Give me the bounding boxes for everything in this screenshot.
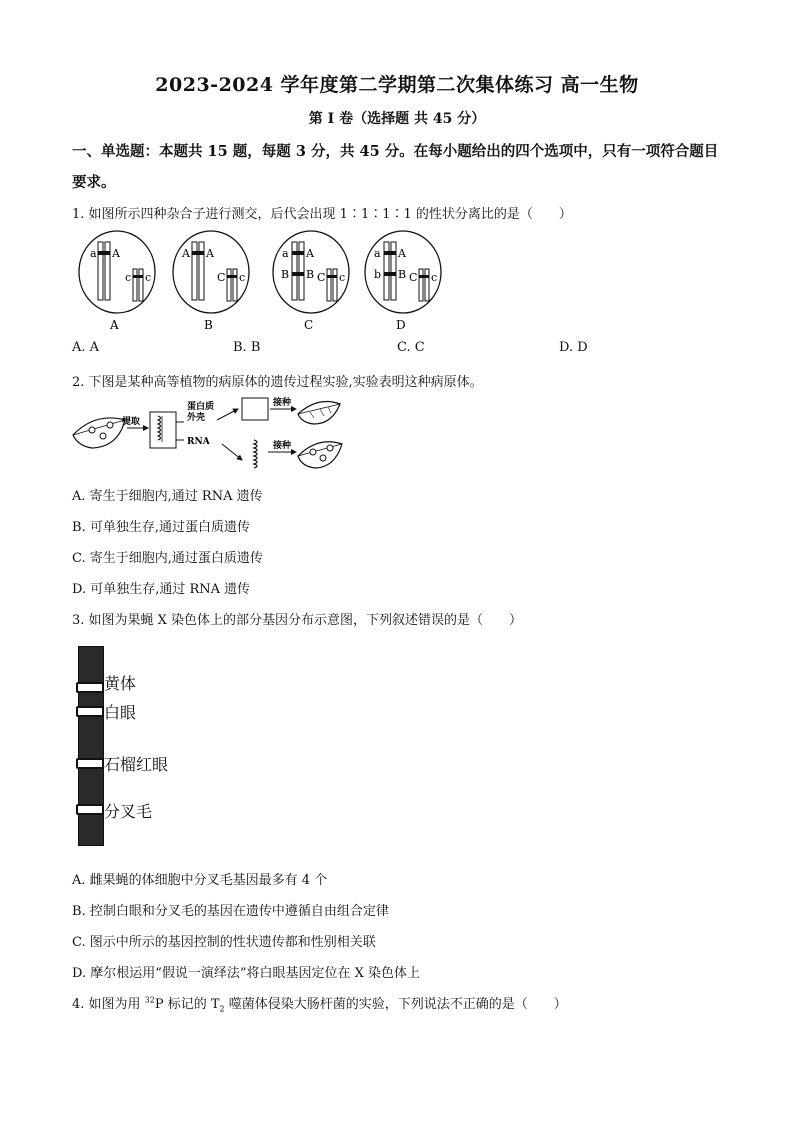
q1-option-c[interactable]: C. C (397, 340, 425, 355)
cell-b-gene-short-right: c (239, 271, 246, 284)
cell-d-gene-right-2: B (398, 268, 407, 281)
diseased-leaf-icon (298, 442, 342, 468)
q1-option-b[interactable]: B. B (233, 340, 261, 355)
q2-option-c[interactable]: C. 寄生于细胞内,通过蛋白质遗传 (72, 551, 263, 566)
cell-d (365, 231, 441, 332)
cell-a-gene-short-right: c (145, 271, 152, 284)
cell-b-gene-short-left: C (217, 271, 226, 284)
q2-figure (70, 392, 350, 472)
gene-band-yellow-body (76, 682, 104, 693)
inoculate-label-top: 接种 (273, 398, 292, 408)
cell-d-label: D (396, 318, 406, 332)
protein-coat-label: 蛋白质外壳 (187, 402, 215, 423)
cell-a-gene-right: A (112, 247, 120, 260)
cell-c-gene-short-left: C (317, 271, 326, 284)
q3-option-b[interactable]: B. 控制白眼和分叉毛的基因在遗传中遵循自由组合定律 (72, 904, 389, 919)
cell-a-gene-short-left: c (125, 271, 132, 284)
question-2-stem: 2. 下图是某种高等植物的病原体的遗传过程实验,实验表明这种病原体。 (72, 375, 483, 390)
cell-c-gene-short-right: c (339, 271, 346, 284)
infected-leaf-icon (73, 418, 125, 448)
cell-d-gene-left: a (374, 247, 381, 260)
q4-stem-post: 噬菌体侵染大肠杆菌的实验，下列说法不正确的是（ ） (224, 997, 567, 1012)
cell-d-gene-short-right: c (431, 271, 438, 284)
gene-label-forked-bristle: 分叉毛 (104, 802, 153, 821)
cell-c-gene-right: A (306, 247, 314, 260)
cell-c (273, 231, 349, 332)
q3-option-d[interactable]: D. 摩尔根运用“假说一演绎法”将白眼基因定位在 X 染色体上 (72, 966, 421, 981)
tube-box (150, 412, 176, 448)
q1-option-a[interactable]: A. A (72, 340, 100, 355)
gene-label-garnet-eye: 石榴红眼 (104, 755, 169, 774)
question-1-stem: 1. 如图所示四种杂合子进行测交，后代会出现 1∶1∶1∶1 的性状分离比的是（ ） (72, 207, 572, 222)
cell-d-gene-left-2: b (374, 268, 382, 281)
gene-label-yellow-body: 黄体 (104, 674, 137, 693)
question-3-stem: 3. 如图为果蝇 X 染色体上的部分基因分布示意图，下列叙述错误的是（ ） (72, 613, 523, 628)
cell-b (173, 231, 249, 332)
cell-a (79, 231, 155, 332)
x-chromosome (78, 646, 104, 846)
section-heading: 一、单选题：本题共 15 题，每题 3 分，共 45 分。在每小题给出的四个选项中，只有一项符合题目要求。 (72, 143, 719, 191)
gene-band-garnet-eye (76, 758, 104, 769)
section-subtitle: 第 I 卷（选择题 共 45 分） (308, 111, 486, 127)
q2-option-d[interactable]: D. 可单独生存,通过 RNA 遗传 (72, 582, 251, 597)
q1-figure (70, 226, 450, 336)
inoculate-label-bottom: 接种 (273, 441, 292, 451)
healthy-leaf-icon (298, 402, 340, 424)
cell-a-gene-left: a (90, 247, 97, 260)
cell-d-gene-right: A (398, 247, 406, 260)
question-4-stem (72, 993, 567, 1014)
cell-c-label: C (304, 318, 314, 332)
extract-label: 提取 (122, 417, 141, 427)
cell-b-label: B (204, 318, 213, 332)
q4-stem-mid: P 标记的 T (154, 997, 220, 1012)
q4-isotope-mass: 32 (144, 995, 155, 1005)
cell-c-gene-left: a (282, 247, 289, 260)
q4-phage-sub: 2 (219, 1004, 225, 1014)
gene-label-white-eye: 白眼 (104, 703, 137, 722)
gene-band-white-eye (76, 706, 104, 717)
cell-a-label: A (110, 318, 119, 332)
q4-stem-pre: 4. 如图为用 (72, 997, 145, 1012)
q1-option-d[interactable]: D. D (559, 340, 588, 355)
protein-box (242, 398, 268, 420)
cell-c-gene-left-2: B (281, 268, 290, 281)
cell-b-gene-left: A (182, 247, 190, 260)
gene-band-forked-bristle (76, 804, 104, 815)
cell-d-gene-short-left: C (409, 271, 418, 284)
q2-option-b[interactable]: B. 可单独生存,通过蛋白质遗传 (72, 520, 250, 535)
q2-option-a[interactable]: A. 寄生于细胞内,通过 RNA 遗传 (72, 489, 263, 504)
cell-c-gene-right-2: B (306, 268, 315, 281)
cell-b-gene-right: A (206, 247, 214, 260)
rna-label: RNA (187, 437, 210, 447)
exam-title: 2023-2024 学年度第二学期第二次集体练习 高一生物 (155, 74, 639, 96)
rna-coil-icon (254, 440, 257, 468)
q3-option-c[interactable]: C. 图示中所示的基因控制的性状遗传都和性别相关联 (72, 935, 376, 950)
q3-option-a[interactable]: A. 雌果蝇的体细胞中分叉毛基因最多有 4 个 (72, 873, 328, 888)
